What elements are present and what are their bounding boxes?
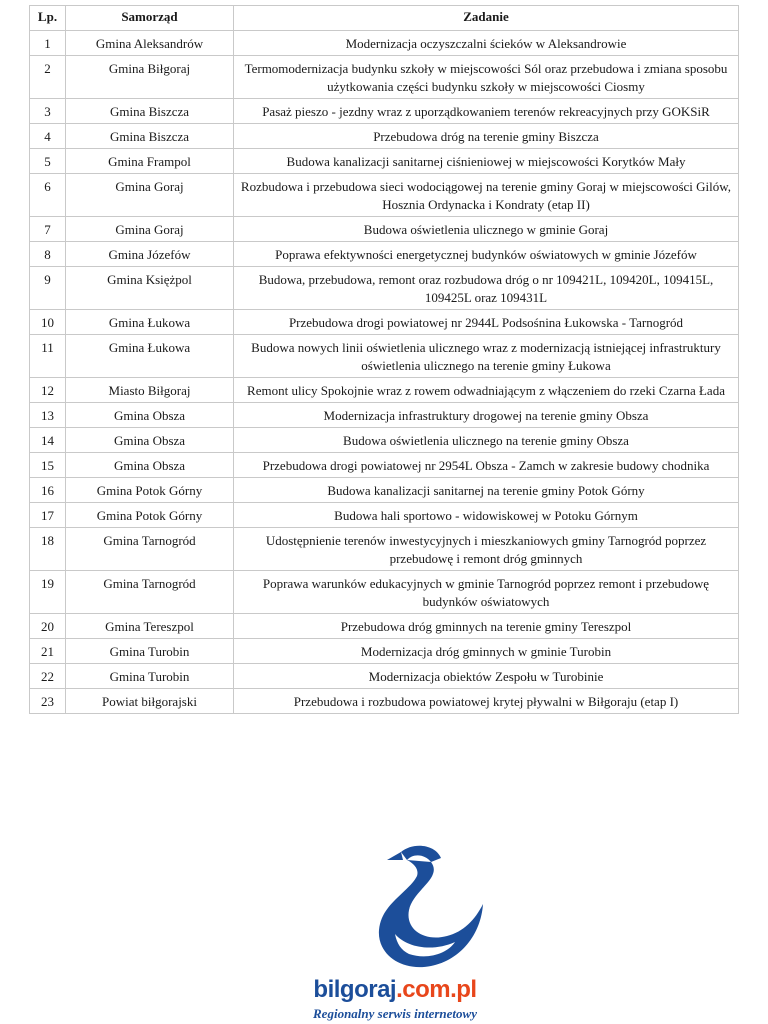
cell-zadanie: Budowa nowych linii oświetlenia ulicznego wraz z modernizacją istniejącej infrastruktury oświetlenia ulicznego na terenie gminy Łukowa [234, 335, 739, 378]
cell-zadanie: Budowa oświetlenia ulicznego w gminie Goraj [234, 217, 739, 242]
cell-lp: 10 [30, 310, 66, 335]
cell-zadanie: Budowa, przebudowa, remont oraz rozbudowa dróg o nr 109421L, 109420L, 109415L, 109425L oraz 109431L [234, 267, 739, 310]
cell-lp: 21 [30, 639, 66, 664]
table-row [30, 453, 739, 478]
cell-lp: 22 [30, 664, 66, 689]
table-row [30, 664, 739, 689]
cell-lp: 1 [30, 31, 66, 56]
cell-zadanie: Poprawa efektywności energetycznej budynków oświatowych w gminie Józefów [234, 242, 739, 267]
cell-zadanie: Budowa hali sportowo - widowiskowej w Potoku Górnym [234, 503, 739, 528]
cell-zadanie: Modernizacja obiektów Zespołu w Turobinie [234, 664, 739, 689]
table-row [30, 56, 739, 99]
cell-samorzad: Gmina Księżpol [66, 267, 234, 310]
header-row [30, 6, 739, 31]
cell-lp: 23 [30, 689, 66, 714]
cell-zadanie: Udostępnienie terenów inwestycyjnych i mieszkaniowych gminy Tarnogród poprzez przebudowę i remont dróg gminnych [234, 528, 739, 571]
cell-zadanie: Remont ulicy Spokojnie wraz z rowem odwadniającym z włączeniem do rzeki Czarna Łada [234, 378, 739, 403]
table-body [30, 31, 739, 714]
cell-zadanie: Poprawa warunków edukacyjnych w gminie Tarnogród poprzez remont i przebudowę budynków oświatowych [234, 571, 739, 614]
cell-lp: 11 [30, 335, 66, 378]
cell-zadanie: Budowa oświetlenia ulicznego na terenie gminy Obsza [234, 428, 739, 453]
cell-samorzad: Gmina Turobin [66, 639, 234, 664]
table-row [30, 242, 739, 267]
cell-lp: 2 [30, 56, 66, 99]
cell-zadanie: Przebudowa drogi powiatowej nr 2954L Obsza - Zamch w zakresie budowy chodnika [234, 453, 739, 478]
projects-table [29, 5, 739, 714]
table-row [30, 689, 739, 714]
brand-tagline: Regionalny serwis internetowy [313, 1006, 477, 1021]
cell-lp: 7 [30, 217, 66, 242]
cell-zadanie: Pasaż pieszo - jezdny wraz z uporządkowaniem terenów rekreacyjnych przy GOKSiR [234, 99, 739, 124]
cell-samorzad: Gmina Frampol [66, 149, 234, 174]
brand-domain: .com.pl [396, 976, 477, 1003]
table-row [30, 310, 739, 335]
cell-zadanie: Rozbudowa i przebudowa sieci wodociągowej na terenie gminy Goraj w miejscowości Gilów, Hosznia Ordynacka i Kondraty (etap II) [234, 174, 739, 217]
cell-samorzad: Gmina Biszcza [66, 99, 234, 124]
cell-samorzad: Gmina Biszcza [66, 124, 234, 149]
table-row [30, 267, 739, 310]
cell-lp: 16 [30, 478, 66, 503]
cell-lp: 4 [30, 124, 66, 149]
table-header [30, 6, 739, 31]
brand-main: bilgoraj [313, 976, 397, 1003]
cell-samorzad: Gmina Łukowa [66, 310, 234, 335]
cell-samorzad: Gmina Obsza [66, 403, 234, 428]
table-row [30, 428, 739, 453]
table-row [30, 149, 739, 174]
cell-samorzad: Gmina Biłgoraj [66, 56, 234, 99]
swan-logo-icon [343, 838, 493, 978]
table-row [30, 478, 739, 503]
cell-samorzad: Gmina Potok Górny [66, 503, 234, 528]
table-row [30, 174, 739, 217]
cell-lp: 19 [30, 571, 66, 614]
cell-zadanie: Przebudowa dróg na terenie gminy Biszcza [234, 124, 739, 149]
cell-lp: 6 [30, 174, 66, 217]
cell-samorzad: Gmina Potok Górny [66, 478, 234, 503]
table-row [30, 639, 739, 664]
cell-lp: 13 [30, 403, 66, 428]
table-row [30, 124, 739, 149]
cell-lp: 18 [30, 528, 66, 571]
table-row [30, 335, 739, 378]
header-samorzad: Samorząd [66, 6, 234, 31]
cell-zadanie: Przebudowa i rozbudowa powiatowej krytej pływalni w Biłgoraju (etap I) [234, 689, 739, 714]
cell-lp: 3 [30, 99, 66, 124]
table-row [30, 528, 739, 571]
cell-samorzad: Gmina Goraj [66, 217, 234, 242]
brand-name [285, 975, 505, 1005]
cell-zadanie: Modernizacja infrastruktury drogowej na terenie gminy Obsza [234, 403, 739, 428]
cell-samorzad: Gmina Tereszpol [66, 614, 234, 639]
table-row [30, 217, 739, 242]
cell-samorzad: Gmina Tarnogród [66, 571, 234, 614]
cell-zadanie: Budowa kanalizacji sanitarnej na terenie gminy Potok Górny [234, 478, 739, 503]
cell-zadanie: Modernizacja dróg gminnych w gminie Turobin [234, 639, 739, 664]
cell-samorzad: Powiat biłgorajski [66, 689, 234, 714]
cell-zadanie: Budowa kanalizacji sanitarnej ciśnieniowej w miejscowości Korytków Mały [234, 149, 739, 174]
table-row [30, 503, 739, 528]
cell-samorzad: Gmina Goraj [66, 174, 234, 217]
cell-samorzad: Gmina Józefów [66, 242, 234, 267]
header-zadanie: Zadanie [234, 6, 739, 31]
cell-samorzad: Gmina Obsza [66, 428, 234, 453]
cell-lp: 5 [30, 149, 66, 174]
cell-zadanie: Przebudowa dróg gminnych na terenie gminy Tereszpol [234, 614, 739, 639]
cell-lp: 15 [30, 453, 66, 478]
cell-samorzad: Gmina Aleksandrów [66, 31, 234, 56]
table-row [30, 614, 739, 639]
cell-samorzad: Gmina Turobin [66, 664, 234, 689]
cell-samorzad: Gmina Tarnogród [66, 528, 234, 571]
cell-lp: 9 [30, 267, 66, 310]
table-row [30, 571, 739, 614]
cell-lp: 12 [30, 378, 66, 403]
table-row [30, 99, 739, 124]
cell-zadanie: Modernizacja oczyszczalni ścieków w Aleksandrowie [234, 31, 739, 56]
cell-lp: 14 [30, 428, 66, 453]
cell-samorzad: Gmina Obsza [66, 453, 234, 478]
header-lp: Lp. [30, 6, 66, 31]
cell-lp: 8 [30, 242, 66, 267]
cell-zadanie: Przebudowa drogi powiatowej nr 2944L Podsośnina Łukowska - Tarnogród [234, 310, 739, 335]
cell-lp: 17 [30, 503, 66, 528]
cell-samorzad: Gmina Łukowa [66, 335, 234, 378]
cell-zadanie: Termomodernizacja budynku szkoły w miejscowości Sól oraz przebudowa i zmiana sposobu użytkowania części budynku szkoły w miejscowości Ciosmy [234, 56, 739, 99]
site-logo[interactable] [285, 838, 505, 1024]
table-row [30, 378, 739, 403]
cell-samorzad: Miasto Biłgoraj [66, 378, 234, 403]
cell-lp: 20 [30, 614, 66, 639]
table-row [30, 31, 739, 56]
table-row [30, 403, 739, 428]
